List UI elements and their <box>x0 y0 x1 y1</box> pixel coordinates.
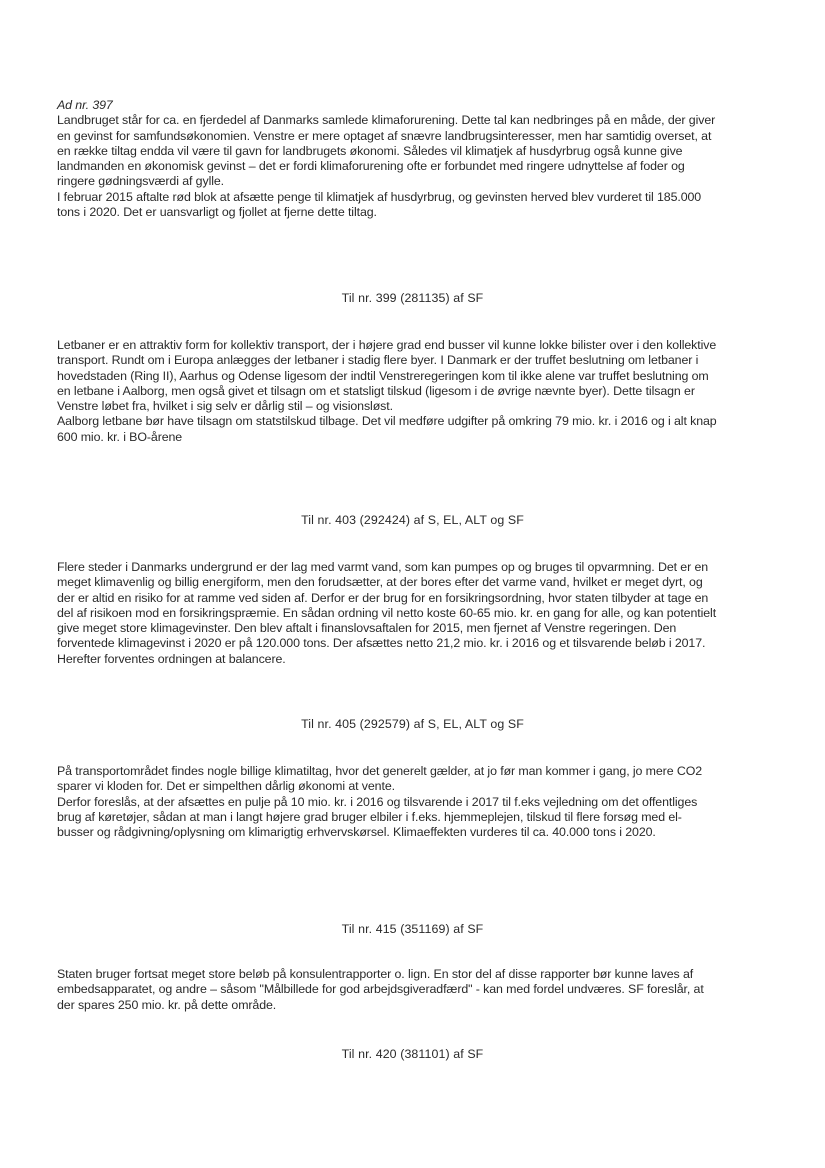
paragraph: I februar 2015 aftalte rød blok at afsætte penge til klimatjek af husdyrbrug, og gevinsten herved blev vurderet til 185.000 tons i 2020. Det er uansvarligt og fjollet at fjerne dette tiltag. <box>57 189 702 220</box>
paragraph: Landbruget står for ca. en fjerdedel af Danmarks samlede klimaforurening. Dette tal kan nedbringes på en måde, der giver en gevinst for samfundsøkonomien. Venstre er mere optaget af snævre landbrugsinteresser, men har samtidig overset, at en række tiltag endda vil være til gavn for landbrugets økonomi. Således vil klimatjek af husdyrbrug også kunne give landmanden en økonomisk gevinst – det er fordi klimaforurening ofte er forbundet med ringere udnyttelse af foder og ringere gødningsværdi af gylle. <box>57 113 716 189</box>
paragraph: Letbaner er en attraktiv form for kollektiv transport, der i højere grad end busser vil kunne lokke bilister over i den kollektive transport. Rundt om i Europa anlægges der letbaner i stadig flere byer. I Danmark er der truffet beslutning om letbaner i hovedstaden (Ring II), Aarhus og Odense ligesom der indtil Venstreregeringen kom til ikke alene var truffet beslutning om en letbane i Aalborg, men også givet et tilsagn om et statsligt tilskud (ligesom i de øvrige nævnte byer). Dette tilsagn er Venstre løbet fra, hvilket i sig selv er dårlig stil – og visionsløst. <box>57 338 717 414</box>
paragraph: Staten bruger fortsat meget store beløb på konsulentrapporter o. lign. En stor del af disse rapporter bør kunne laves af embedsapparatet, og andre – såsom "Målbillede for god arbejdsgiveradfærd" - kan med fordel undværes. SF foreslår, at der spares 250 mio. kr. på dette område. <box>57 967 704 1012</box>
section-heading-420: Til nr. 420 (381101) af SF <box>341 1047 484 1061</box>
section-heading-405: Til nr. 405 (292579) af S, EL, ALT og SF <box>301 717 524 731</box>
section-403-body <box>57 560 717 667</box>
ad-heading: Ad nr. 397 <box>57 98 113 112</box>
section-405-body <box>57 764 717 840</box>
paragraph: Aalborg letbane bør have tilsagn om statstilskud tilbage. Det vil medføre udgifter på omkring 79 mio. kr. i 2016 og i alt knap 600 mio. kr. i BO-årene <box>57 414 717 444</box>
section-heading-403: Til nr. 403 (292424) af S, EL, ALT og SF <box>301 513 524 527</box>
section-heading-415: Til nr. 415 (351169) af SF <box>341 922 484 936</box>
section-415-body <box>57 967 717 1013</box>
section-399-body <box>57 338 717 445</box>
paragraph: På transportområdet findes nogle billige klimatiltag, hvor det generelt gælder, at jo før man kommer i gang, jo mere CO2 sparer vi kloden for. Det er simpelthen dårlig økonomi at vente. <box>57 764 703 794</box>
section-heading-399: Til nr. 399 (281135) af SF <box>341 291 484 305</box>
paragraph: Flere steder i Danmarks undergrund er der lag med varmt vand, som kan pumpes op og bruges til opvarmning. Det er en meget klimavenlig og billig energiform, men den forudsætter, at der bores efter det varme vand, hvilket er meget dyrt, og der er altid en risiko for at ramme ved siden af. Derfor er der brug for en forsikringsordning, hvor staten tilbyder at tage en del af risikoen mod en forsikringspræmie. En sådan ordning vil netto koste 60-65 mio. kr. en gang for alle, og kan potentielt give meget store klimagevinster. Den blev aftalt i finanslovsaftalen for 2015, men fjernet af Venstre regeringen. Den forventede klimagevinst i 2020 er på 120.000 tons. Der afsættes netto 21,2 mio. kr. i 2016 og et tilsvarende beløb i 2017. Herefter forventes ordningen at balancere. <box>57 560 717 666</box>
ad-397-block <box>57 98 717 220</box>
paragraph: Derfor foreslås, at der afsættes en pulje på 10 mio. kr. i 2016 og tilsvarende i 2017 til f.eks vejledning om det offentliges brug af køretøjer, sådan at man i langt højere grad bruger elbiler i f.eks. hjemmeplejen, tilskud til flere forsøg med el-busser og rådgivning/oplysning om klimarigtig erhvervskørsel. Klimaeffekten vurderes til ca. 40.000 tons i 2020. <box>57 794 698 840</box>
